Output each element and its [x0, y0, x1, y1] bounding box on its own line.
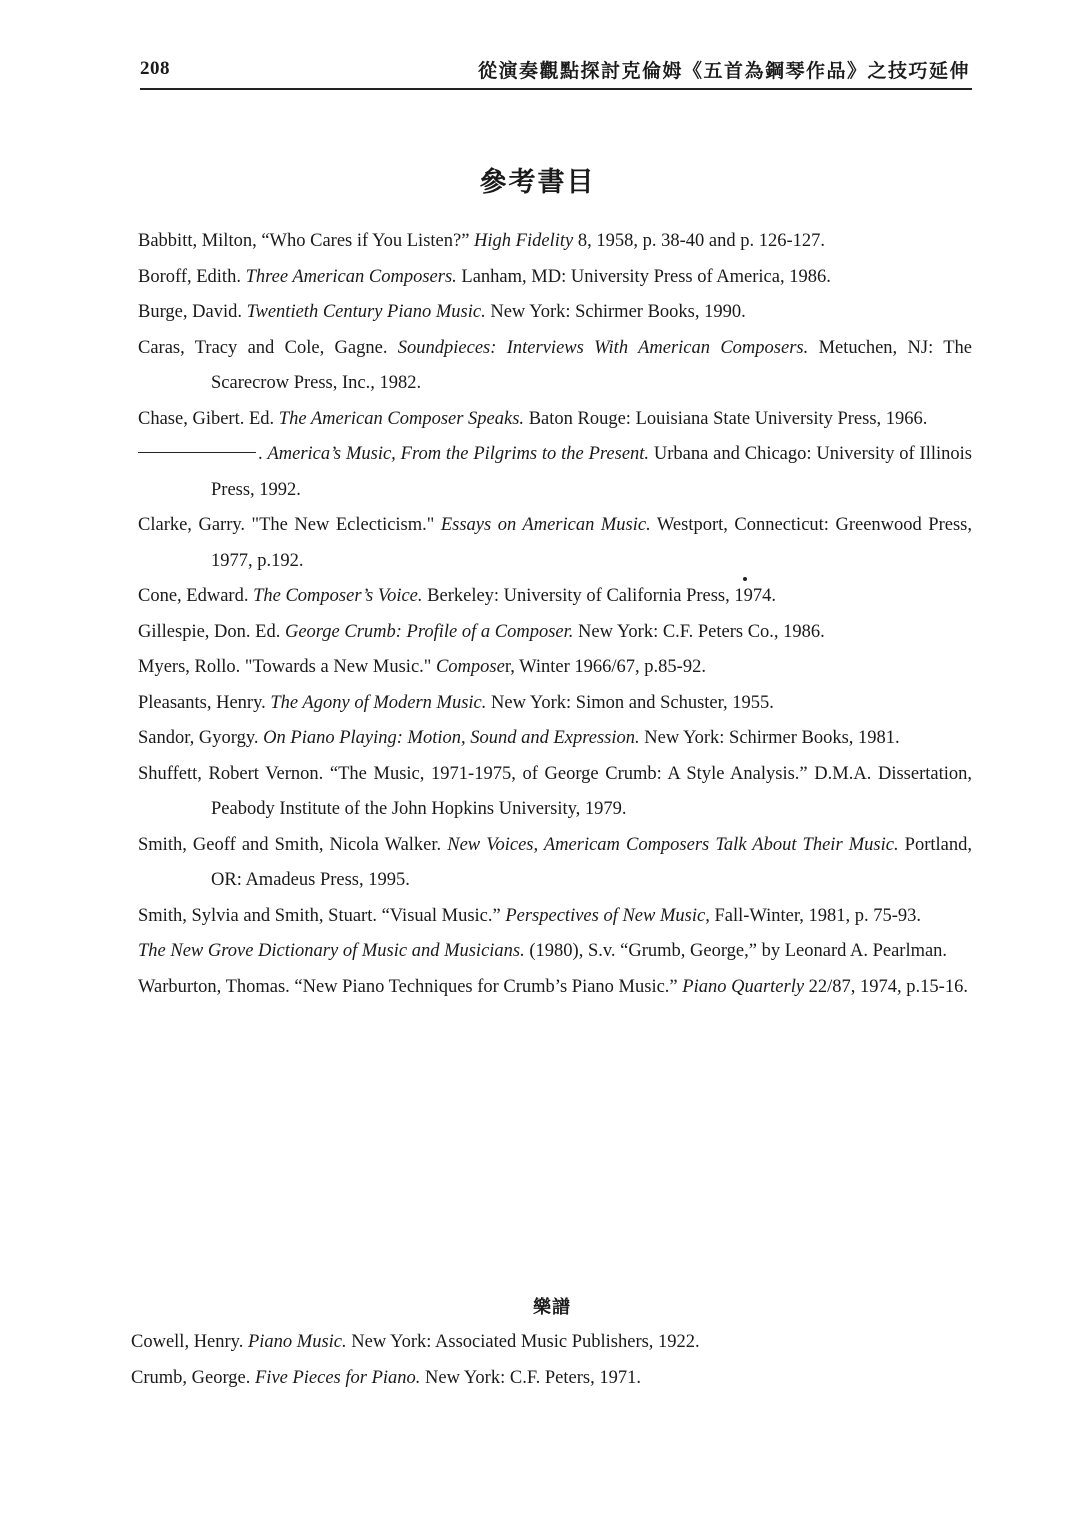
entry-title: The New Grove Dictionary of Music and Musicians.	[138, 941, 525, 961]
entry-author-text: Crumb, George.	[131, 1367, 255, 1388]
entry-author-text: Chase, Gibert. Ed.	[138, 408, 279, 429]
entry-publication-text: Baton Rouge: Louisiana State University Press, 1966.	[524, 408, 928, 429]
entry-publication-text: Berkeley: University of California Press, 1974.	[422, 586, 777, 606]
entry-publication-text: New York: Schirmer Books, 1990.	[485, 302, 746, 322]
entry-title: George Crumb: Profile of a Composer.	[284, 621, 574, 642]
score-entry	[131, 1361, 965, 1397]
entry-author-text: Clarke, Garry. "The New Eclecticism."	[138, 515, 441, 535]
entry-author-text: Gillespie, Don. Ed.	[138, 621, 285, 642]
running-title: 從演奏觀點探討克倫姆《五首為鋼琴作品》之技巧延伸	[477, 60, 970, 82]
entry-publication-text: Portland, OR: Amadeus Press, 1995.	[211, 834, 972, 890]
entry-title: On Piano Playing: Motion, Sound and Expression.	[263, 728, 640, 748]
entry-author-text: Sandor, Gyorgy.	[138, 728, 264, 748]
bibliography-heading: 參考書目	[479, 167, 596, 198]
entry-title: The Composer’s Voice.	[253, 586, 423, 606]
bibliography-entry	[138, 508, 972, 579]
scores-heading: 樂譜	[533, 1297, 571, 1318]
scores-list	[131, 1325, 965, 1396]
entry-author-text: Smith, Sylvia and Smith, Stuart. “Visual Music.”	[138, 905, 506, 926]
page-header	[140, 58, 972, 90]
entry-title: Twentieth Century Piano Music.	[246, 302, 486, 322]
entry-author-text: Pleasants, Henry.	[138, 692, 271, 713]
stray-mark	[743, 577, 747, 581]
bibliography-entry	[138, 331, 972, 402]
bibliography-entry	[138, 757, 972, 828]
entry-title: Compose	[435, 657, 505, 677]
entry-publication-text: 8, 1958, p. 38-40 and p. 126-127.	[573, 231, 826, 251]
bibliography-entry	[138, 721, 972, 757]
repeat-author-dash	[138, 452, 256, 453]
bibliography-entry	[138, 686, 972, 722]
entry-title: Five Pieces for Piano.	[255, 1367, 421, 1388]
entry-author-text: Warburton, Thomas. “New Piano Techniques for Crumb’s Piano Music.”	[138, 976, 683, 997]
entry-title: Soundpieces: Interviews With American Composers.	[397, 337, 809, 358]
entry-author-text: Shuffett, Robert Vernon. “The Music, 1971-1975, of George Crumb: A Style Analysis.” D.M.A. Dissertation, Peabody Institute of the John Hopkins University, 1979.	[138, 763, 972, 819]
entry-title: America’s Music, From the Pilgrims to the Present.	[267, 444, 650, 464]
entry-title: Perspectives of New Music,	[505, 905, 710, 926]
bibliography-entry	[138, 650, 972, 686]
entry-title: Piano Quarterly	[682, 976, 805, 997]
entry-author-text: Cowell, Henry.	[131, 1332, 248, 1352]
entry-publication-text: New York: Simon and Schuster, 1955.	[486, 692, 774, 713]
entry-author-text: Cone, Edward.	[138, 586, 254, 606]
entry-publication-text: Westport, Connecticut: Greenwood Press, 1977, p.192.	[211, 515, 972, 571]
entry-author-text: Smith, Geoff and Smith, Nicola Walker.	[138, 834, 448, 855]
entry-title: The American Composer Speaks.	[278, 408, 525, 429]
entry-publication-text: Fall-Winter, 1981, p. 75-93.	[709, 905, 922, 926]
bibliography-entry	[138, 224, 972, 260]
entry-publication-text: (1980), S.v. “Grumb, George,” by Leonard A. Pearlman.	[524, 941, 948, 961]
bibliography-entry	[138, 970, 972, 1006]
entry-publication-text: Urbana and Chicago: University of Illinois Press, 1992.	[211, 444, 972, 500]
bibliography-entry	[138, 828, 972, 899]
bibliography-entry	[138, 615, 972, 651]
bibliography-entry	[138, 437, 972, 508]
entry-author-text: Myers, Rollo. "Towards a New Music."	[138, 657, 436, 677]
bibliography-entry	[138, 260, 972, 296]
entry-title: The Agony of Modern Music.	[270, 692, 487, 713]
entry-title: New Voices, Americam Composers Talk About Their Music.	[447, 834, 899, 855]
entry-publication-text: Lanham, MD: University Press of America, 1986.	[456, 266, 831, 287]
bibliography-entry	[138, 579, 972, 615]
entry-title: Three American Composers.	[245, 266, 457, 287]
entry-publication-text: Metuchen, NJ: The Scarecrow Press, Inc., 1982.	[211, 337, 972, 393]
entry-publication-text: New York: C.F. Peters, 1971.	[420, 1367, 641, 1388]
entry-author-text: Babbitt, Milton, “Who Cares if You Listen?”	[138, 231, 475, 251]
entry-publication-text: 22/87, 1974, p.15-16.	[804, 976, 968, 997]
bibliography-entry	[138, 899, 972, 935]
entry-title: Essays on American Music.	[440, 515, 651, 535]
entry-author-text: Caras, Tracy and Cole, Gagne.	[138, 337, 398, 358]
entry-author-text: Burge, David.	[138, 302, 247, 322]
entry-publication-text: New York: C.F. Peters Co., 1986.	[573, 621, 825, 642]
entry-title: High Fidelity	[474, 231, 574, 251]
bibliography-entry	[138, 402, 972, 438]
entry-publication-text: New York: Associated Music Publishers, 1922.	[346, 1332, 700, 1352]
entry-publication-text: New York: Schirmer Books, 1981.	[639, 728, 900, 748]
score-entry	[131, 1325, 965, 1361]
page-number: 208	[140, 58, 170, 79]
entry-title: Piano Music.	[247, 1332, 347, 1352]
entry-author-text: Boroff, Edith.	[138, 266, 246, 287]
bibliography-entry	[138, 295, 972, 331]
entry-publication-text: r, Winter 1966/67, p.85-92.	[504, 657, 706, 677]
bibliography-entry	[138, 934, 972, 970]
entry-author-text: .	[258, 444, 268, 464]
bibliography-list	[138, 224, 972, 1005]
